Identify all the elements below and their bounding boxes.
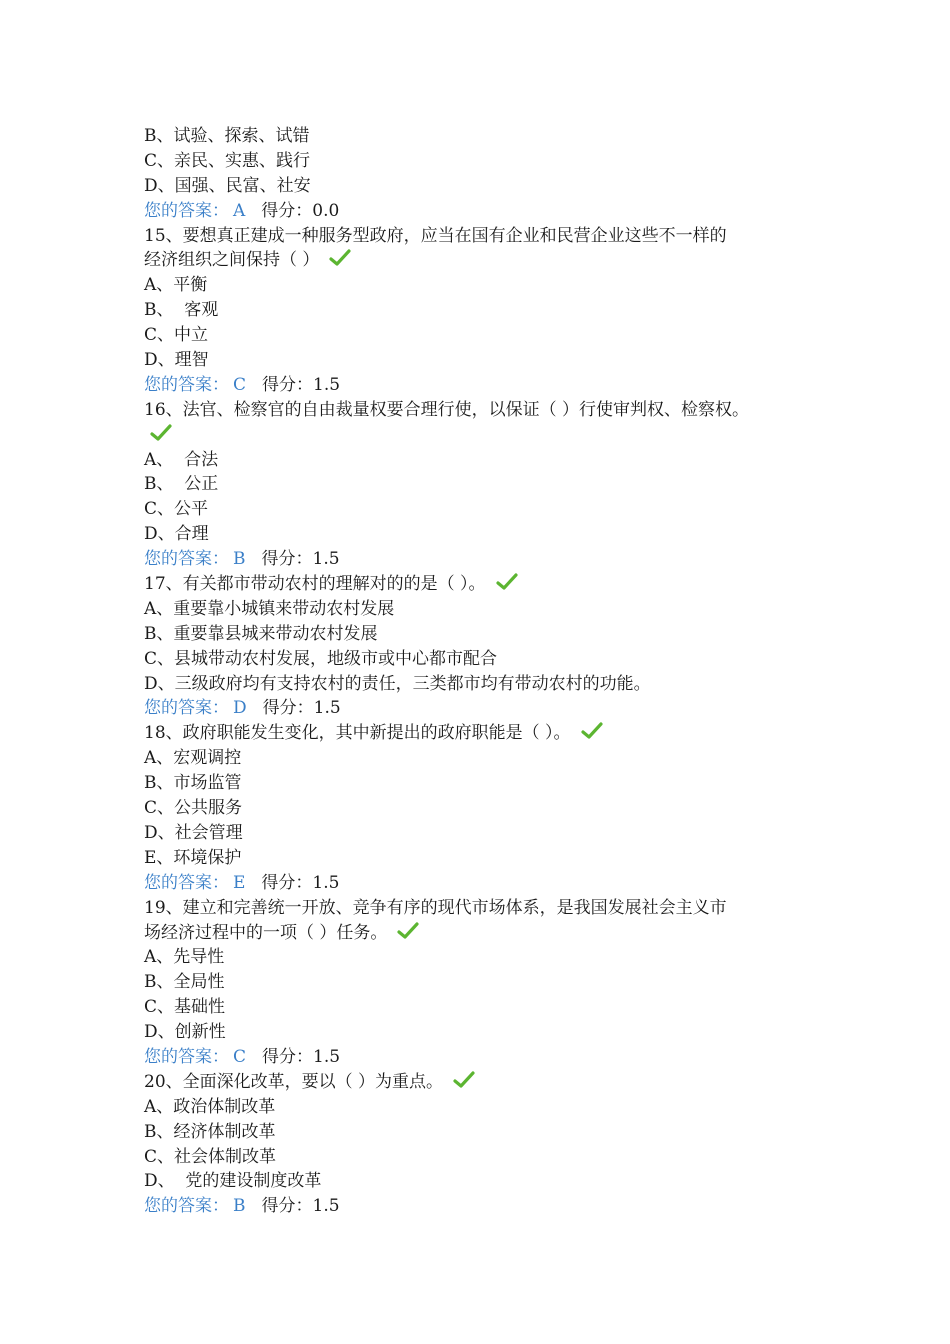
option-d: D、社会管理 bbox=[144, 822, 243, 843]
check-icon bbox=[150, 424, 172, 442]
option-c: C、亲民、实惠、践行 bbox=[144, 150, 311, 171]
option-a: A、平衡 bbox=[144, 275, 208, 296]
option-d: D、三级政府均有支持农村的责任，三类都市均有带动农村的功能。 bbox=[144, 673, 651, 694]
answer-line bbox=[144, 871, 844, 896]
option-a: A、重要靠小城镇来带动农村发展 bbox=[144, 598, 395, 619]
question-19-text-tail: 场经济过程中的一项（ ）任务。 bbox=[144, 922, 388, 943]
option-c: C、基础性 bbox=[144, 997, 226, 1018]
question-15-text: 15、要想真正建成一种服务型政府，应当在国有企业和民营企业这些不一样的 bbox=[144, 225, 727, 246]
check-icon bbox=[397, 922, 419, 940]
check-icon bbox=[496, 573, 518, 591]
answer-line bbox=[144, 547, 844, 572]
score: 得分：1.5 bbox=[262, 374, 341, 395]
option-c: C、社会体制改革 bbox=[144, 1146, 277, 1167]
option-c: C、中立 bbox=[144, 325, 209, 346]
option-d: D、创新性 bbox=[144, 1022, 226, 1043]
question-17-text: 17、有关都市带动农村的理解对的的是（ ）。 bbox=[144, 574, 486, 595]
question-19-text: 19、建立和完善统一开放、竞争有序的现代市场体系，是我国发展社会主义市 bbox=[144, 897, 727, 918]
question-18-text-row bbox=[144, 721, 844, 746]
option-d: D、合理 bbox=[144, 524, 209, 545]
score: 得分：1.5 bbox=[262, 1046, 341, 1067]
score: 得分：1.5 bbox=[261, 872, 340, 893]
question-16-check-row bbox=[144, 423, 844, 448]
question-18-text: 18、政府职能发生变化，其中新提出的政府职能是（ ）。 bbox=[144, 723, 571, 744]
question-list bbox=[144, 124, 844, 1219]
question-16-text: 16、法官、检察官的自由裁量权要合理行使，以保证（ ）行使审判权、检察权。 bbox=[144, 399, 750, 420]
option-a: A、宏观调控 bbox=[144, 748, 242, 769]
answer-letter: B bbox=[233, 1196, 246, 1217]
question-15-text-tail: 经济组织之间保持（ ） bbox=[144, 250, 320, 271]
question-20-text: 20、全面深化改革，要以（ ）为重点。 bbox=[144, 1071, 444, 1092]
answer-label: 您的答案： bbox=[144, 698, 229, 719]
question-15-text-cont bbox=[144, 248, 844, 273]
answer-letter: A bbox=[233, 200, 246, 221]
score: 得分：1.5 bbox=[261, 549, 340, 570]
option-c: C、县城带动农村发展，地级市或中心都市配合 bbox=[144, 648, 498, 669]
option-b: B、市场监管 bbox=[144, 773, 242, 794]
option-a: A、 合法 bbox=[144, 449, 219, 470]
answer-label: 您的答案： bbox=[144, 200, 229, 221]
option-b: B、 公正 bbox=[144, 474, 219, 495]
question-17-text-row bbox=[144, 572, 844, 597]
answer-letter: C bbox=[233, 374, 247, 395]
option-d: D、理智 bbox=[144, 350, 209, 371]
answer-letter: B bbox=[233, 549, 246, 570]
option-b: B、经济体制改革 bbox=[144, 1121, 276, 1142]
check-icon bbox=[581, 722, 603, 740]
answer-line bbox=[144, 1045, 844, 1070]
answer-label: 您的答案： bbox=[144, 374, 229, 395]
question-19-text-cont bbox=[144, 921, 844, 946]
option-a: A、先导性 bbox=[144, 947, 225, 968]
answer-letter: C bbox=[233, 1046, 247, 1067]
option-d: D、 党的建设制度改革 bbox=[144, 1171, 322, 1192]
answer-line bbox=[144, 199, 844, 224]
option-b: B、重要靠县城来带动农村发展 bbox=[144, 623, 378, 644]
option-b: B、试验、探索、试错 bbox=[144, 126, 310, 146]
option-c: C、公平 bbox=[144, 499, 209, 520]
question-20-text-row bbox=[144, 1070, 844, 1095]
option-e: E、环境保护 bbox=[144, 847, 242, 868]
answer-letter: D bbox=[233, 698, 247, 719]
answer-label: 您的答案： bbox=[144, 549, 229, 570]
option-b: B、全局性 bbox=[144, 972, 225, 993]
option-d: D、国强、民富、社安 bbox=[144, 175, 311, 196]
answer-line bbox=[144, 696, 844, 721]
option-a: A、政治体制改革 bbox=[144, 1096, 276, 1117]
score: 得分：1.5 bbox=[262, 698, 341, 719]
check-icon bbox=[453, 1071, 475, 1089]
option-b: B、 客观 bbox=[144, 300, 219, 321]
score: 得分：1.5 bbox=[261, 1196, 340, 1217]
answer-line bbox=[144, 1194, 844, 1219]
score: 得分：0.0 bbox=[261, 200, 340, 221]
answer-letter: E bbox=[233, 872, 246, 893]
check-icon bbox=[329, 249, 351, 267]
answer-label: 您的答案： bbox=[144, 1196, 229, 1217]
answer-line bbox=[144, 373, 844, 398]
option-c: C、公共服务 bbox=[144, 798, 243, 819]
answer-label: 您的答案： bbox=[144, 1046, 229, 1067]
answer-label: 您的答案： bbox=[144, 872, 229, 893]
